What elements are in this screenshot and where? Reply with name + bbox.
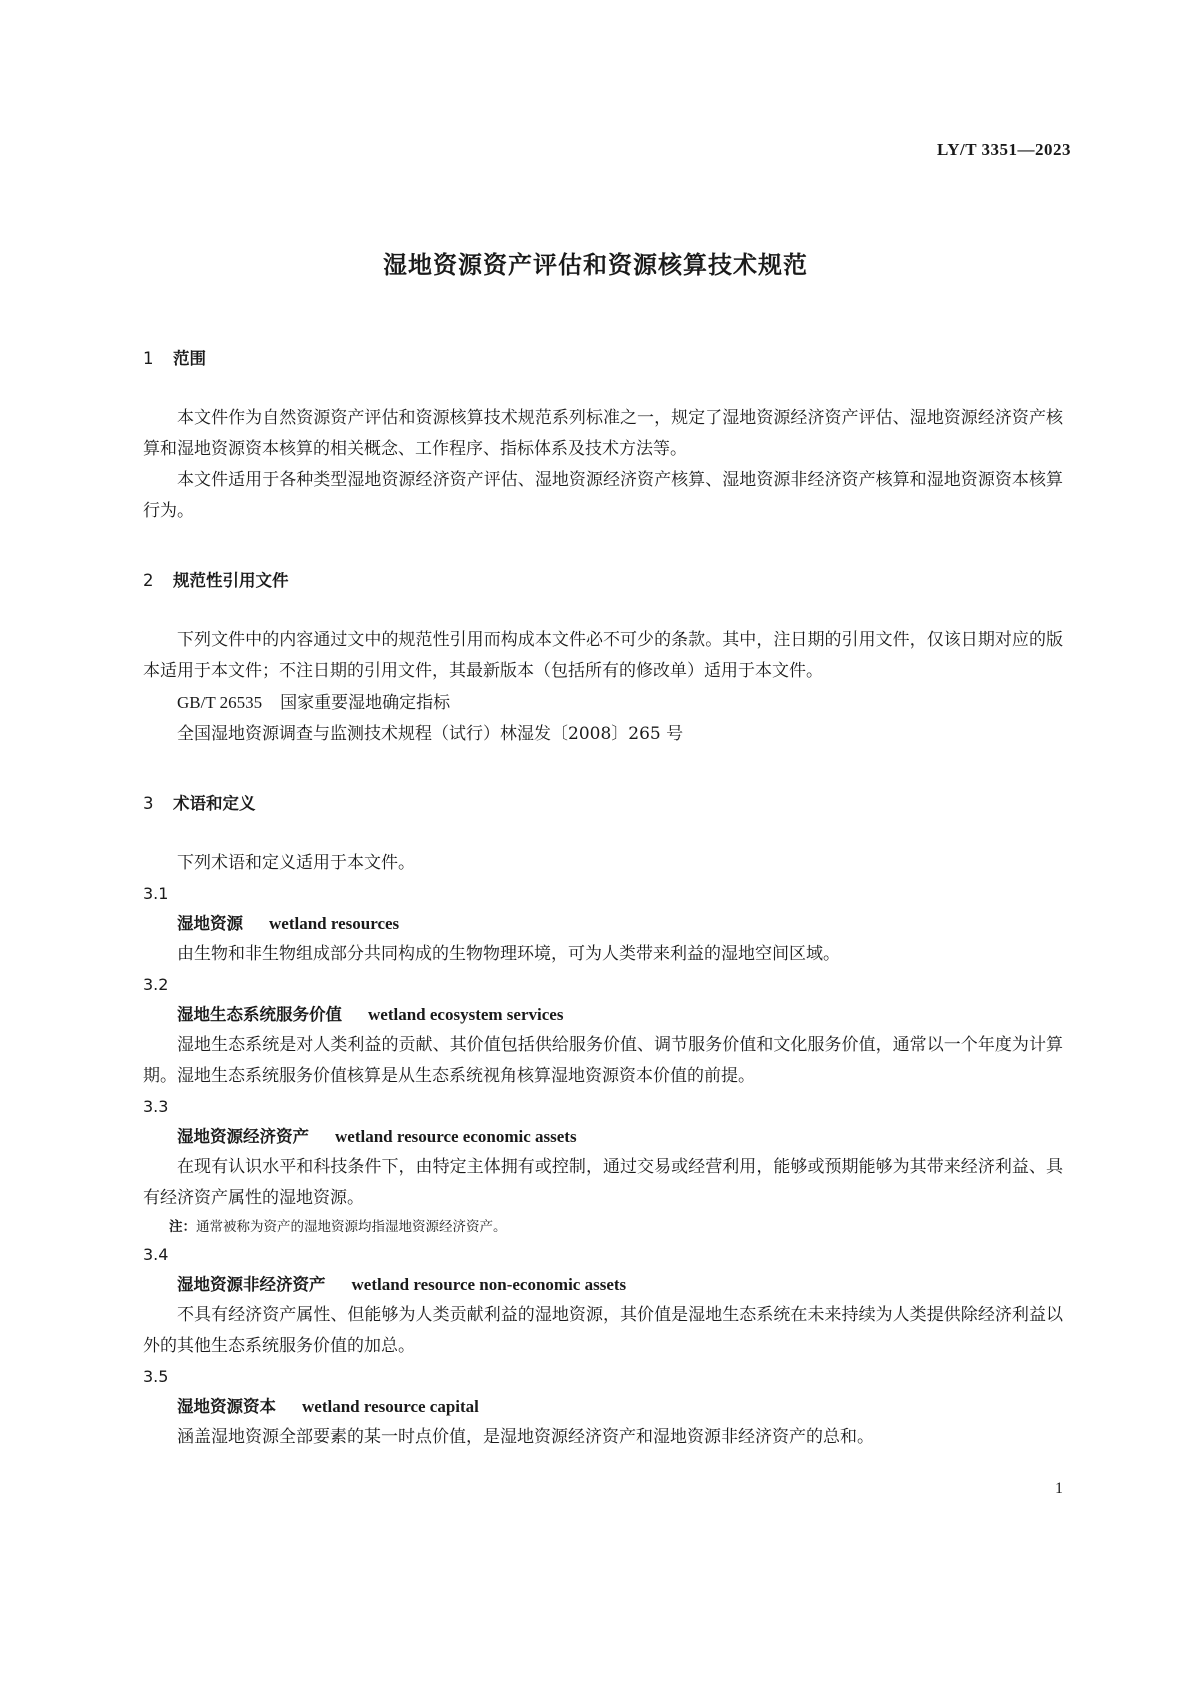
reference-title: 国家重要湿地确定指标	[280, 693, 451, 713]
term-chinese: 湿地生态系统服务价值	[177, 1005, 342, 1024]
reference-item	[143, 719, 1063, 750]
reference-item	[143, 687, 1063, 719]
section-title: 范围	[173, 349, 206, 368]
term-entry	[143, 909, 1063, 939]
normative-references-intro: 下列文件中的内容通过文中的规范性引用而构成本文件必不可少的条款。其中，注日期的引用文件，仅该日期对应的版本适用于本文件；不注日期的引用文件，其最新版本（包括所有的修改单）适用于本文件。	[143, 630, 1063, 681]
section-heading-terms	[143, 790, 1063, 818]
section-heading-normative-references	[143, 567, 1063, 595]
term-chinese: 湿地资源	[177, 914, 243, 933]
term-number: 3.3	[143, 1097, 169, 1116]
note-label: 注：	[169, 1219, 196, 1235]
term-entry	[143, 1122, 1063, 1152]
term-chinese: 湿地资源资本	[177, 1397, 276, 1416]
term-definition: 由生物和非生物组成部分共同构成的生物物理环境，可为人类带来利益的湿地空间区域。	[177, 944, 840, 964]
term-english: wetland ecosystem services	[368, 1005, 564, 1024]
term-definition: 在现有认识水平和科技条件下，由特定主体拥有或控制，通过交易或经营利用，能够或预期能够为其带来经济利益、具有经济资产属性的湿地资源。	[143, 1157, 1063, 1208]
reference-code: GB/T 26535	[177, 693, 263, 712]
term-definition: 湿地生态系统是对人类利益的贡献、其价值包括供给服务价值、调节服务价值和文化服务价值，通常以一个年度为计算期。湿地生态系统服务价值核算是从生态系统视角核算湿地资源资本价值的前提。	[143, 1035, 1063, 1086]
section-title: 规范性引用文件	[173, 571, 289, 590]
document-title: 湿地资源资产评估和资源核算技术规范	[383, 251, 808, 279]
term-note	[143, 1214, 1063, 1240]
terms-intro: 下列术语和定义适用于本文件。	[177, 853, 415, 873]
standard-code: LY/T 3351—2023	[936, 140, 1071, 159]
section-title: 术语和定义	[173, 794, 256, 813]
term-entry	[143, 1392, 1063, 1422]
term-number: 3.2	[143, 975, 169, 994]
term-number: 3.4	[143, 1245, 169, 1264]
section-number: 3	[143, 794, 154, 813]
scope-paragraph: 本文件适用于各种类型湿地资源经济资产评估、湿地资源经济资产核算、湿地资源非经济资产核算和湿地资源资本核算行为。	[143, 470, 1063, 521]
term-entry	[143, 1270, 1063, 1300]
reference-title: 全国湿地资源调查与监测技术规程（试行）林湿发〔2008〕265 号	[177, 724, 684, 744]
page-number: 1	[1055, 1480, 1063, 1497]
section-number: 1	[143, 349, 154, 368]
terms-list	[143, 879, 1063, 1453]
term-english: wetland resource non-economic assets	[351, 1275, 627, 1294]
term-english: wetland resources	[269, 914, 400, 933]
document-body	[143, 345, 1063, 1453]
term-number: 3.1	[143, 884, 169, 903]
section-number: 2	[143, 571, 154, 590]
term-english: wetland resource capital	[302, 1397, 479, 1416]
note-text: 通常被称为资产的湿地资源均指湿地资源经济资产。	[196, 1219, 507, 1235]
term-chinese: 湿地资源非经济资产	[177, 1275, 326, 1294]
scope-paragraph: 本文件作为自然资源资产评估和资源核算技术规范系列标准之一，规定了湿地资源经济资产评估、湿地资源经济资产核算和湿地资源资本核算的相关概念、工作程序、指标体系及技术方法等。	[143, 408, 1063, 459]
term-entry	[143, 1000, 1063, 1030]
term-number: 3.5	[143, 1367, 169, 1386]
term-definition: 不具有经济资产属性、但能够为人类贡献利益的湿地资源，其价值是湿地生态系统在未来持续为人类提供除经济利益以外的其他生态系统服务价值的加总。	[143, 1305, 1063, 1356]
term-english: wetland resource economic assets	[335, 1127, 577, 1146]
term-definition: 涵盖湿地资源全部要素的某一时点价值，是湿地资源经济资产和湿地资源非经济资产的总和。	[177, 1427, 874, 1447]
section-heading-scope	[143, 345, 1063, 373]
term-chinese: 湿地资源经济资产	[177, 1127, 309, 1146]
